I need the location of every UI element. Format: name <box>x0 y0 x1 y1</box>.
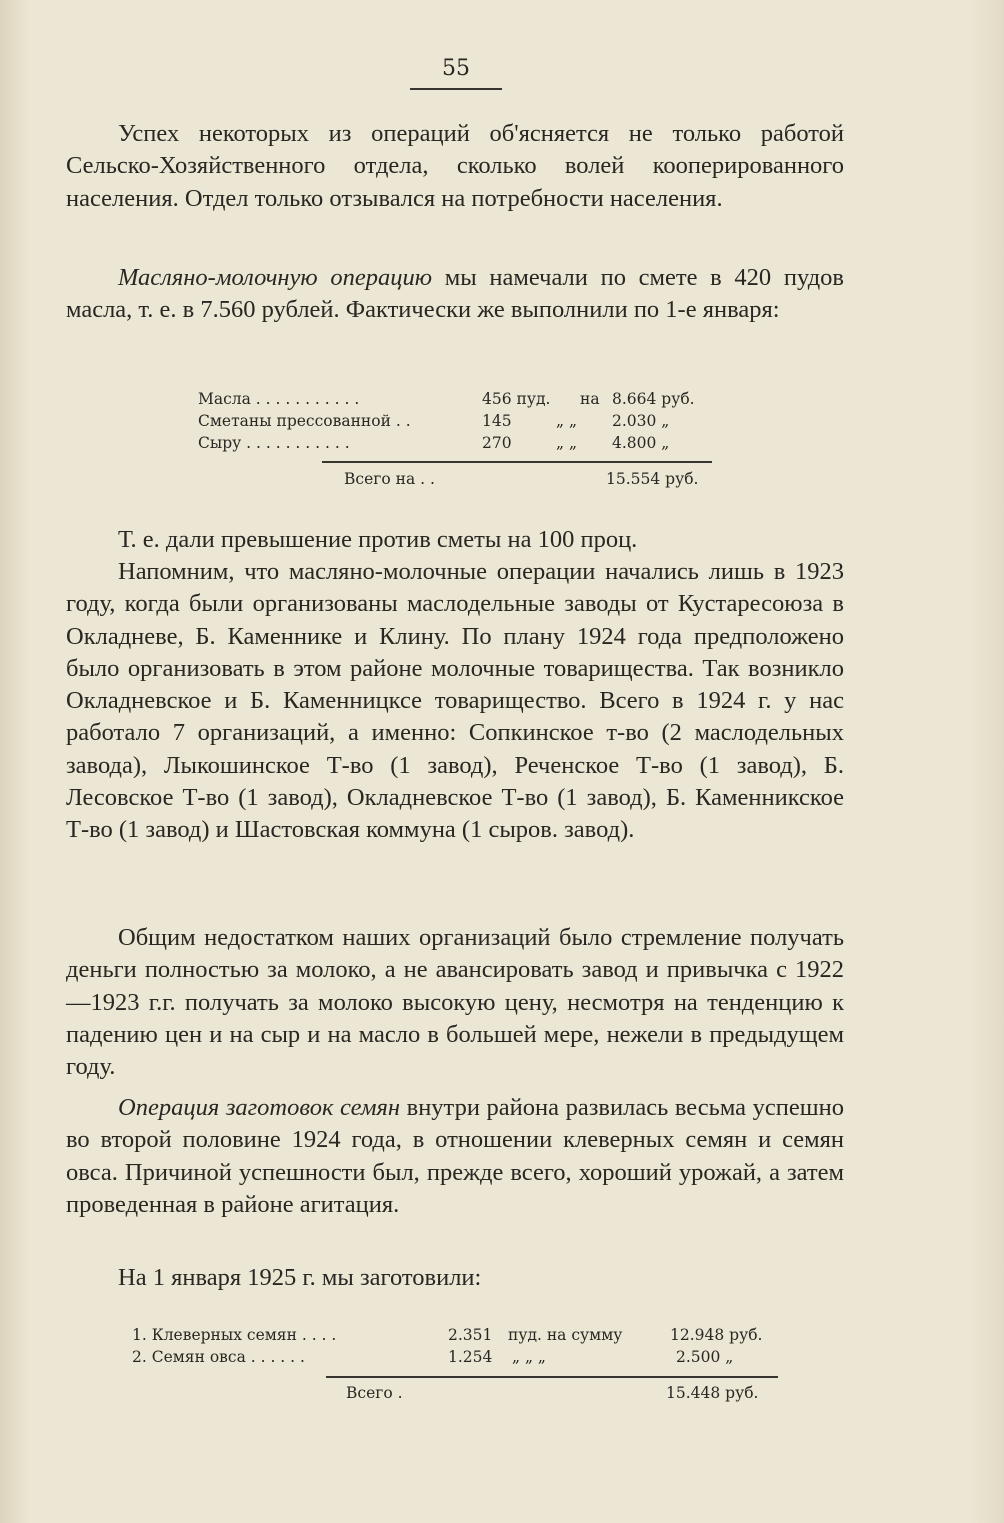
page-header <box>410 56 502 81</box>
paragraph-7 <box>66 1262 844 1294</box>
row-label: Сыру . . . . . . . . . . . <box>198 434 350 452</box>
table-row-mid <box>556 434 577 452</box>
table-total-rule <box>322 461 712 463</box>
row-qty: 270 <box>482 434 512 452</box>
table-row-qty <box>448 1326 492 1344</box>
paragraph-2-text <box>66 262 844 327</box>
table-row-sum <box>612 412 669 430</box>
row-label: Масла . . . . . . . . . . . <box>198 390 360 408</box>
row-qty: 2.351 <box>448 1326 493 1344</box>
table-row-sum <box>612 434 669 452</box>
paragraph-5-text: Общим недостатком наших организаций было стремление получать деньги полностью за молоко, а не авансировать завод и привычка с 1922—1923 г.г. получать за молоко высокую цену, несмотря на тенденцию к падению цен и на сыр и на масло в большей мере, нежели в предыдущем году. <box>66 924 844 1081</box>
paragraph-4 <box>66 556 844 847</box>
row-qty: 1.254 <box>448 1348 493 1366</box>
row-qty: 145 <box>482 412 512 430</box>
row-sum: 12.948 руб. <box>670 1326 763 1344</box>
table-total-value <box>606 470 698 488</box>
row-label: 2. Семян овса . . . . . . <box>132 1348 305 1366</box>
row-sum: 2.030 „ <box>612 412 670 430</box>
row-sum: 4.800 „ <box>612 434 670 452</box>
table-row <box>198 434 350 452</box>
table-row-sum <box>670 1326 762 1344</box>
table-total-rule <box>326 1376 778 1378</box>
row-qty: 456 пуд. <box>482 390 551 408</box>
table-row <box>198 390 359 408</box>
total-value: 15.554 руб. <box>606 470 699 488</box>
seed-operation-heading: Операция заготовок семян <box>118 1094 401 1121</box>
table-row-qty <box>482 412 512 430</box>
table-total-label <box>346 1384 403 1402</box>
table-total-label <box>344 470 435 488</box>
row-sum: 8.664 руб. <box>612 390 695 408</box>
page-number: 55 <box>442 56 470 81</box>
total-value: 15.448 руб. <box>666 1384 759 1402</box>
table-row-sum <box>612 390 695 408</box>
paragraph-1-text: Успех некоторых из операций об'ясняется не только работой Сельско-Хозяйственного отдела, сколько волей кооперированного населения. Отдел только отзывался на потребности населения. <box>66 120 844 212</box>
paragraph-2 <box>66 262 844 327</box>
row-mid: „ „ <box>556 434 577 452</box>
paragraph-1 <box>66 118 844 215</box>
table-row-mid <box>508 1326 622 1344</box>
table-row-mid <box>512 1348 546 1366</box>
paragraph-5 <box>66 922 844 1083</box>
paragraph-2-body: мы намечали по смете в 420 пудов масла, т. е. в 7.560 рублей. Фактически же выполнили по 1-е января: <box>66 264 844 324</box>
table-row <box>132 1348 305 1366</box>
table-row-sum <box>676 1348 733 1366</box>
table-row <box>198 412 411 430</box>
row-mid: „ „ <box>556 412 577 430</box>
row-mid: „ „ „ <box>512 1348 546 1366</box>
paragraph-3 <box>66 524 844 556</box>
row-sum: 2.500 „ <box>676 1348 734 1366</box>
paragraph-6-text <box>66 1092 844 1221</box>
table-row-mid <box>556 412 577 430</box>
total-label: Всего на . . <box>344 470 435 488</box>
table-row-qty <box>448 1348 492 1366</box>
header-rule <box>410 88 502 90</box>
table-total-value <box>666 1384 758 1402</box>
paragraph-6 <box>66 1092 844 1221</box>
paragraph-7-text: На 1 января 1925 г. мы заготовили: <box>118 1264 482 1291</box>
table-row-qty <box>482 434 512 452</box>
paragraph-6-body: внутри района развилась весьма успешно во второй половине 1924 года, в отношении клеверных семян и семян овса. Причиной успешности был, прежде всего, хороший урожай, а затем проведенная в районе агитация. <box>66 1094 844 1218</box>
row-mid: на <box>580 390 600 408</box>
table-row-mid <box>580 390 600 408</box>
row-label: Сметаны прессованной . . <box>198 412 411 430</box>
row-label: 1. Клеверных семян . . . . <box>132 1326 337 1344</box>
dairy-operation-heading: Масляно-молочную операцию <box>118 264 433 291</box>
paragraph-4-text: Напомним, что масляно-молочные операции начались лишь в 1923 году, когда были организованы маслодельные заводы от Кустаресоюза в Окладневе, Б. Каменнике и Клину. По плану 1924 года предположено было организовать в этом районе молочные товарищества. Так возникло Окладневское и Б. Каменницксе товарищество. Всего в 1924 г. у нас работало 7 организаций, а именно: Сопкинское т-во (2 маслодельных завода), Лыкошинское Т-во (1 завод), Реченское Т-во (1 завод), Б. Лесовское Т-во (1 завод), Окладневское Т-во (1 завод), Б. Каменникское Т-во (1 завод) и Шастовская коммуна (1 сыров. завод). <box>66 558 844 844</box>
table-row <box>132 1326 336 1344</box>
total-label: Всего . <box>346 1384 403 1402</box>
paragraph-3-text: Т. е. дали превышение против сметы на 100 проц. <box>118 526 638 553</box>
row-mid: пуд. на сумму <box>508 1326 623 1344</box>
table-row-qty <box>482 390 550 408</box>
